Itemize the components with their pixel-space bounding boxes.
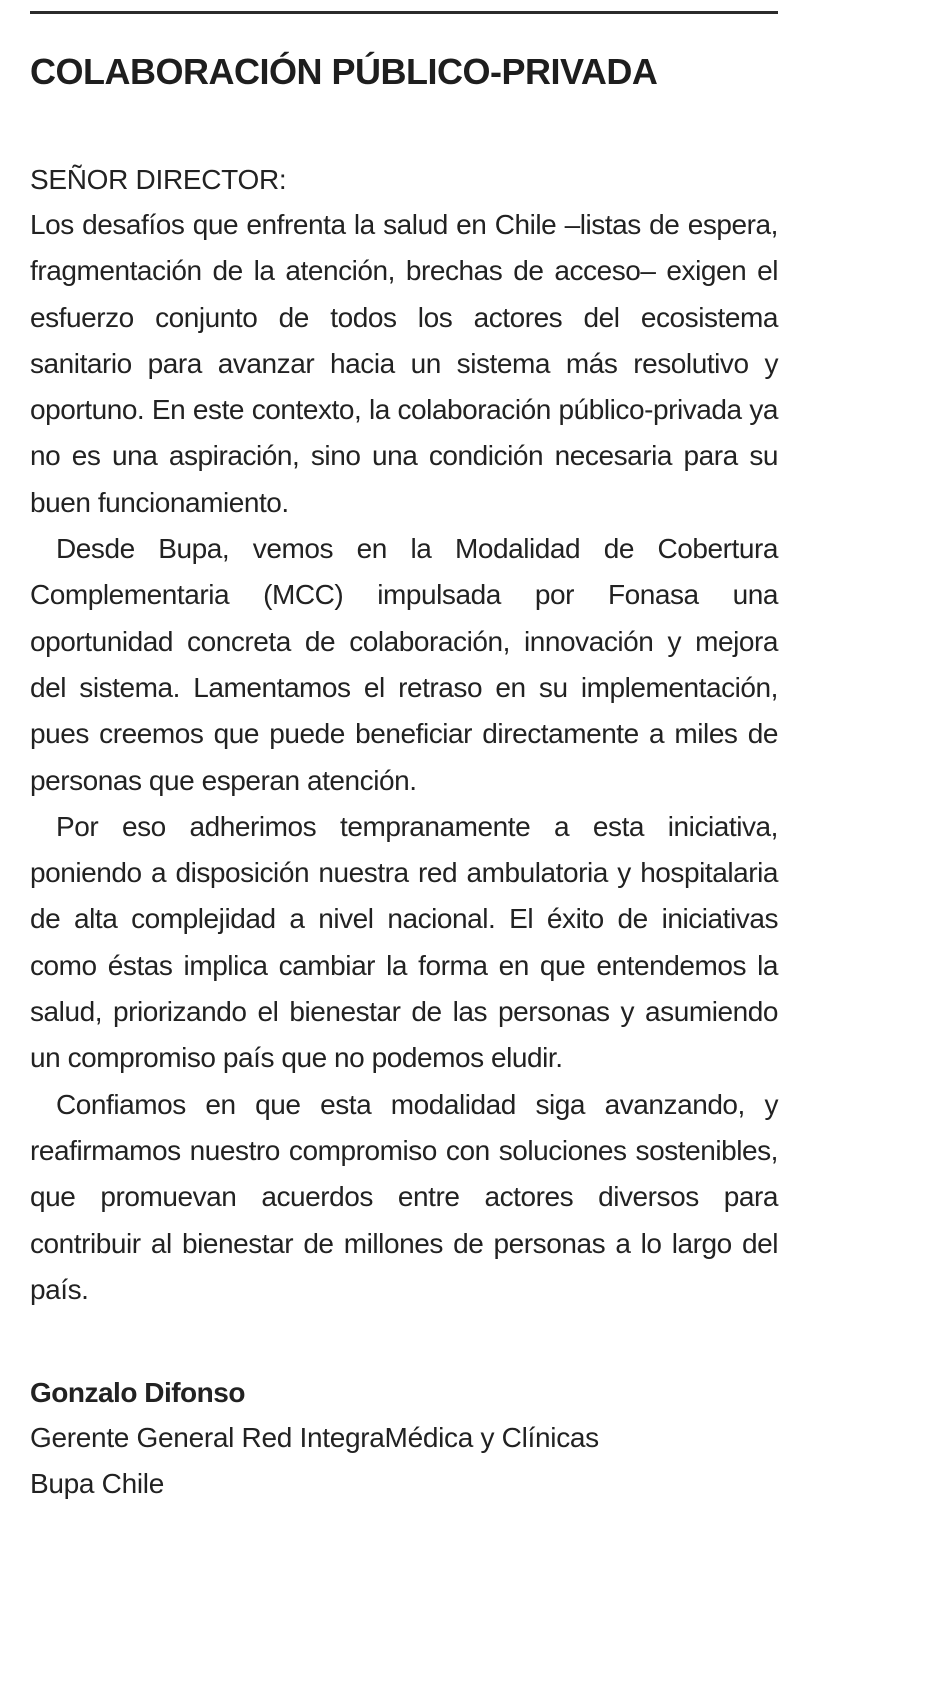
signer-name: Gonzalo Difonso	[30, 1377, 245, 1409]
letter-column	[30, 0, 778, 1507]
letter-title: COLABORACIÓN PÚBLICO-PRIVADA	[30, 51, 658, 92]
paragraph-2: Desde Bupa, vemos en la Modalidad de Cobertura Complementaria (MCC) impulsada por Fonasa una oportunidad concreta de colaboración, innovación y mejora del sistema. Lamentamos el retraso en su implementación, pues creemos que puede beneficiar directamente a miles de personas que esperan atención.	[30, 533, 778, 796]
top-divider	[30, 11, 778, 14]
paragraph-4: Confiamos en que esta modalidad siga avanzando, y reafirmamos nuestro compromiso con soluciones sostenibles, que promuevan acuerdos entre actores diversos para contribuir al bienestar de millones de personas a lo largo del país.	[30, 1088, 778, 1305]
paragraph-3: Por eso adherimos tempranamente a esta iniciativa, poniendo a disposición nuestra red ambulatoria y hospitalaria de alta complejidad a nivel nacional. El éxito de iniciativas como éstas implica cambiar la forma en que entendemos la salud, priorizando el bienestar de las personas y asumiendo un compromiso país que no podemos eludir.	[30, 810, 778, 1074]
signer-organization: Bupa Chile	[30, 1468, 164, 1500]
signer-role: Gerente General Red IntegraMédica y Clínicas	[30, 1422, 599, 1454]
paragraph-1: Los desafíos que enfrenta la salud en Chile –listas de espera, fragmentación de la atención, brechas de acceso– exigen el esfuerzo conjunto de todos los actores del ecosistema sanitario para avanzar hacia un sistema más resolutivo y oportuno. En este contexto, la colaboración público-privada ya no es una aspiración, sino una condición necesaria para su buen funcionamiento.	[30, 209, 778, 518]
salutation: SEÑOR DIRECTOR:	[30, 164, 287, 195]
